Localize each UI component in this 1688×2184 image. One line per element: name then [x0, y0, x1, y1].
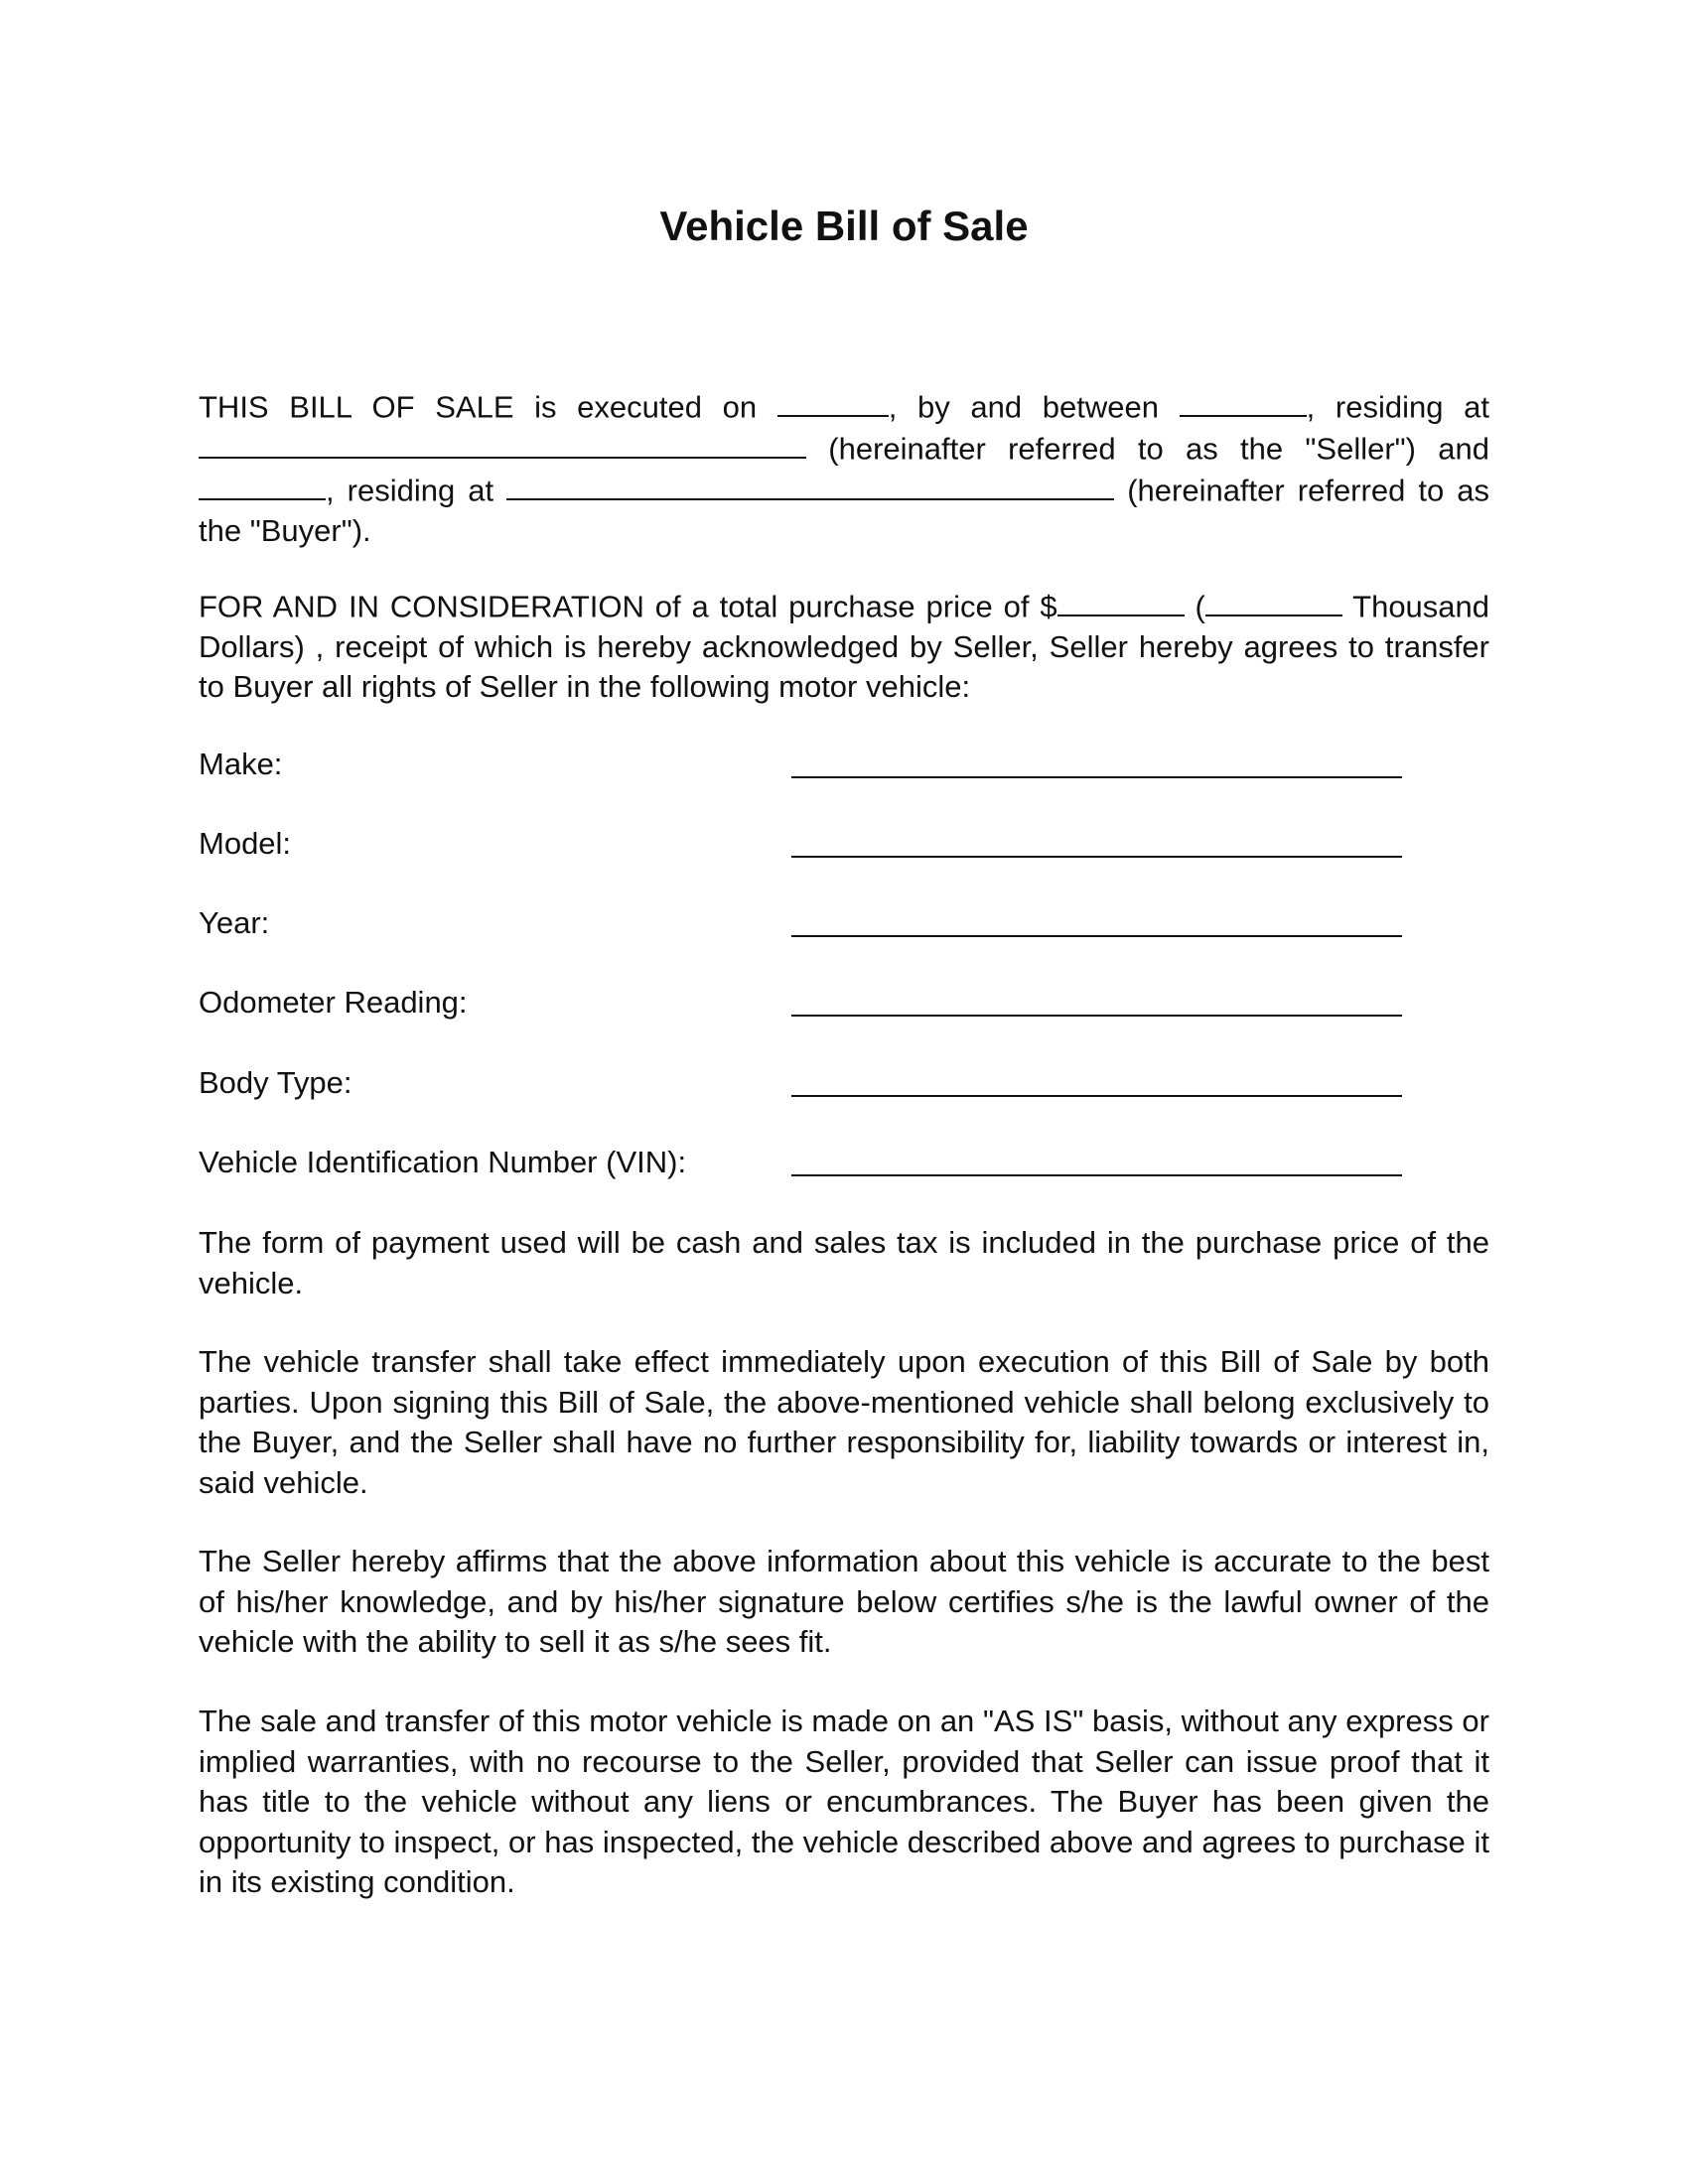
year-label: Year: [199, 905, 270, 940]
intro-text-1: THIS BILL OF SALE is executed on [199, 389, 777, 425]
intro-text-4: (hereinafter referred to as the "Seller") and [806, 431, 1489, 467]
year-field[interactable] [791, 935, 1402, 937]
odometer-label: Odometer Reading: [199, 985, 468, 1020]
make-field[interactable] [791, 776, 1402, 778]
field-row-odometer [199, 983, 1403, 1023]
body-type-field[interactable] [791, 1095, 1402, 1097]
field-row-model [199, 824, 1403, 864]
payment-paragraph: The form of payment used will be cash and sales tax is included in the purchase price of the vehicle. [199, 1225, 1489, 1300]
seller-address-blank[interactable] [199, 428, 806, 459]
execution-date-blank[interactable] [777, 386, 889, 417]
field-row-body-type [199, 1063, 1403, 1103]
field-row-year [199, 903, 1403, 943]
as-is-paragraph: The sale and transfer of this motor vehicle is made on an "AS IS" basis, without any express or implied warranties, with no recourse to the Seller, provided that Seller can issue proof that it has title to the vehicle without any liens or encumbrances. The Buyer has been given the opportunity to inspect, or has inspected, the vehicle described above and agrees to purchase it in its existing condition. [199, 1704, 1489, 1899]
intro-text-5: , residing at [326, 473, 507, 508]
intro-text-3: , residing at [1306, 389, 1489, 425]
affirmation-paragraph: The Seller hereby affirms that the above information about this vehicle is accurate to the best of his/her knowledge, and by his/her signature below certifies s/he is the lawful owner of the vehicle with the ability to sell it as s/he sees fit. [199, 1544, 1489, 1659]
intro-paragraph [199, 386, 1489, 551]
model-label: Model: [199, 826, 292, 861]
vin-label: Vehicle Identification Number (VIN): [199, 1145, 687, 1179]
document-title: Vehicle Bill of Sale [659, 203, 1029, 249]
consideration-text-2: ( [1184, 589, 1205, 624]
vin-field[interactable] [791, 1174, 1402, 1176]
make-label: Make: [199, 747, 283, 781]
odometer-field[interactable] [791, 1015, 1402, 1017]
consideration-text-1: FOR AND IN CONSIDERATION of a total purchase price of $ [199, 589, 1057, 624]
seller-name-blank[interactable] [1180, 386, 1307, 417]
intro-text-6: (hereinafter referred to as the "Buyer"). [199, 473, 1489, 548]
field-row-vin [199, 1143, 1403, 1182]
purchase-price-blank[interactable] [1057, 586, 1185, 616]
transfer-paragraph: The vehicle transfer shall take effect immediately upon execution of this Bill of Sale by both parties. Upon signing this Bill of Sale, the above-mentioned vehicle shall belong exclusively to the Buyer, and the Seller shall have no further responsibility for, liability towards or interest in, said vehicle. [199, 1344, 1489, 1500]
buyer-name-blank[interactable] [199, 470, 326, 500]
model-field[interactable] [791, 856, 1402, 858]
field-row-make [199, 745, 1403, 784]
consideration-paragraph [199, 586, 1489, 708]
consideration-text-3: Thousand Dollars) , receipt of which is hereby acknowledged by Seller, Seller hereby agrees to transfer to Buyer all rights of Seller in the following motor vehicle: [199, 589, 1490, 705]
price-in-words-blank[interactable] [1205, 586, 1342, 616]
body-type-label: Body Type: [199, 1065, 352, 1100]
buyer-address-blank[interactable] [506, 470, 1114, 500]
intro-text-2: , by and between [888, 389, 1180, 425]
